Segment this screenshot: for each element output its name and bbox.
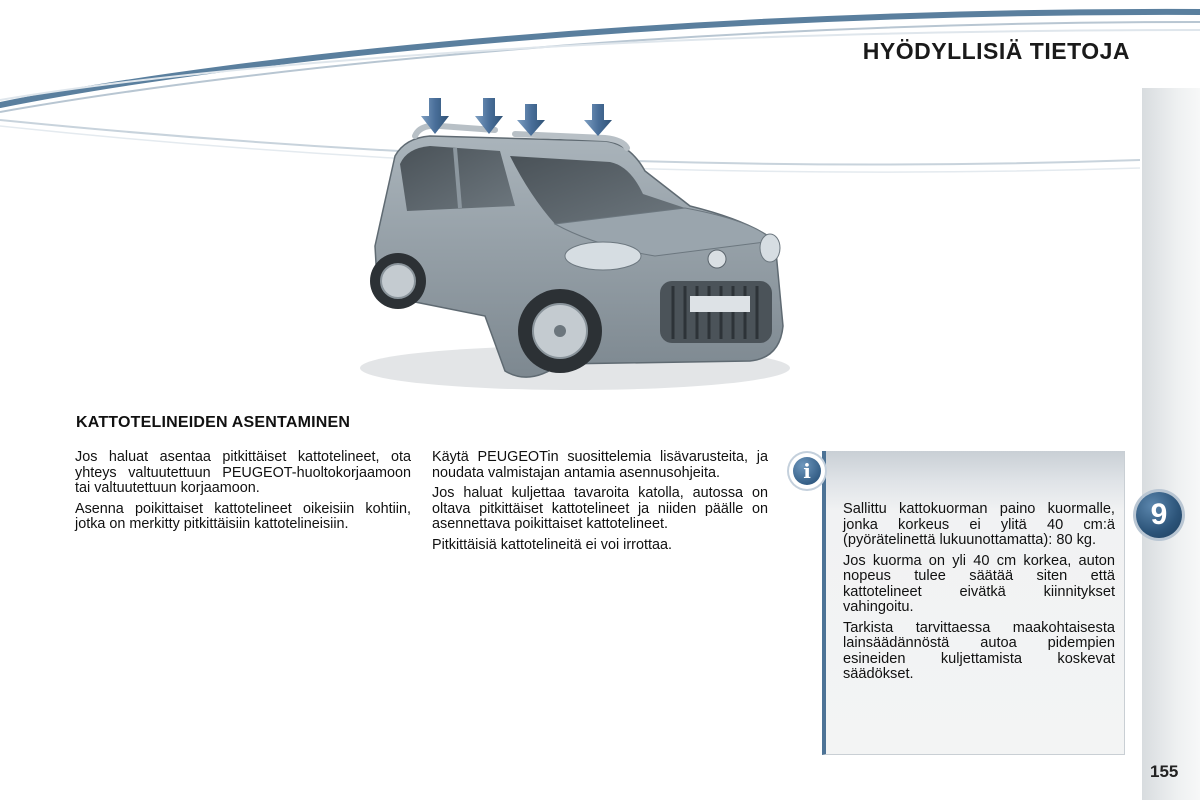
text-column-1 (75, 450, 411, 538)
roof-rack-arrow (517, 104, 545, 136)
paragraph: Asenna poikittaiset kattotelineet oikeisiin kohtiin, jotka on merkitty pitkittäisiin kattotelineisiin. (75, 500, 411, 532)
paragraph: Jos haluat asentaa pitkittäiset kattotelineet, ota yhteys valtuutettuun PEUGEOT-huoltokorjaamoon tai valtuutettuun korjaamoon. (75, 449, 411, 496)
paragraph: Käytä PEUGEOTin suosittelemia lisävarusteita, ja noudata valmistajan antamia asennusohjeita. (432, 449, 768, 481)
rear-wheel (370, 253, 426, 309)
headlight-right (760, 234, 780, 262)
roof-rack-arrow (584, 104, 612, 136)
info-box-text (843, 502, 1115, 688)
paragraph: Pitkittäisiä kattotelineitä ei voi irrottaa. (432, 536, 672, 553)
info-icon (789, 453, 825, 489)
car-roof-rack-illustration (355, 96, 795, 394)
chapter-number-badge[interactable]: 9 (1136, 492, 1182, 538)
front-wheel (518, 289, 602, 373)
page-title: HYÖDYLLISIÄ TIETOJA (862, 38, 1130, 64)
info-paragraph: Tarkista tarvittaessa maakohtaisesta lainsäädännöstä autoa pidempien esineiden kuljettamista koskevat säädökset. (843, 619, 1115, 682)
page-number: 155 (1150, 762, 1179, 781)
info-paragraph: Sallittu kattokuorman paino kuormalle, jonka korkeus ei ylitä 40 cm:ä (pyörätelinettä lukuunottamatta): 80 kg. (843, 501, 1115, 548)
info-icon-glyph: i (793, 457, 821, 485)
roof-rail-left (415, 126, 495, 136)
text-column-2 (432, 450, 768, 558)
chapter-side-tab (1142, 88, 1200, 800)
info-paragraph: Jos kuorma on yli 40 cm korkea, auton nopeus tulee säätää siten että kattotelineet eivätkä kiinnitykset vahingoitu. (843, 552, 1115, 615)
paragraph: Jos haluat kuljettaa tavaroita katolla, autossa on oltava pitkittäiset kattotelineet ja niiden päälle on asennettava poikittaiset kattotelineet. (432, 485, 768, 532)
headlight-left (565, 242, 641, 270)
section-heading: KATTOTELINEIDEN ASENTAMINEN (76, 414, 351, 431)
peugeot-badge (708, 250, 726, 268)
license-plate (690, 296, 750, 312)
